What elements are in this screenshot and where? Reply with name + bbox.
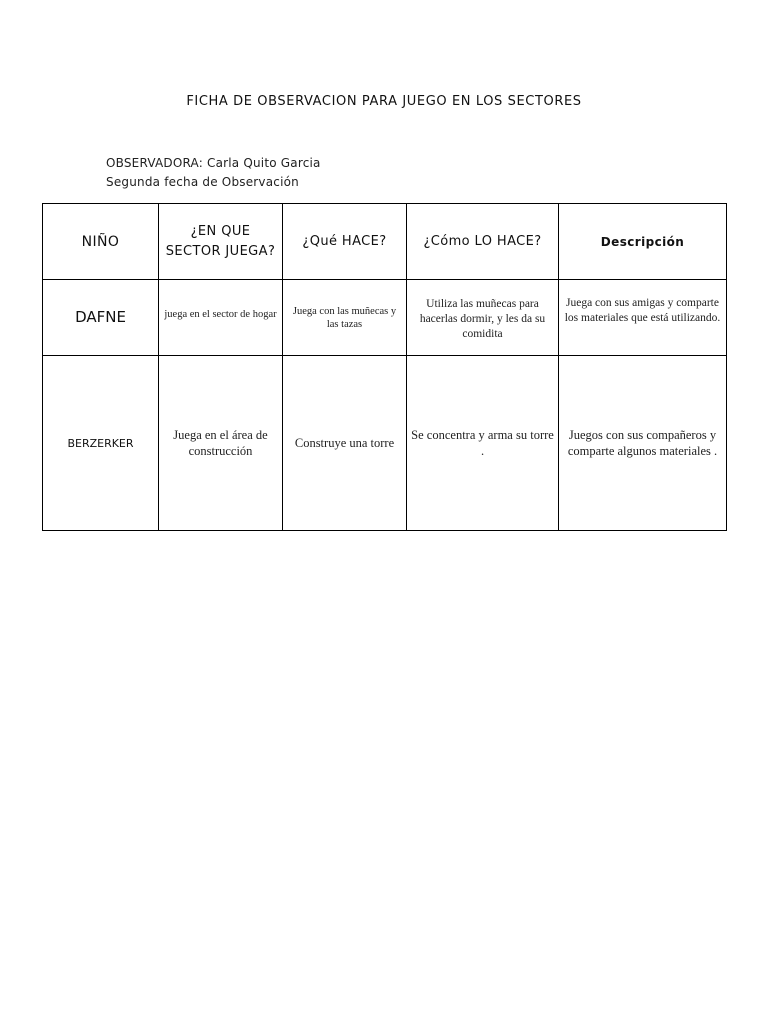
header-que-hace: ¿Qué HACE? [283,204,407,280]
observer-line: OBSERVADORA: Carla Quito Garcia [106,156,321,170]
table-row [43,356,727,531]
table-header-row [43,204,727,280]
cell-sector: Juega en el área de construcción [159,356,283,531]
cell-nino: DAFNE [43,280,159,356]
header-como-lo-hace: ¿Cómo LO HACE? [407,204,559,280]
cell-como: Utiliza las muñecas para hacerlas dormir, y les da su comidita [407,280,559,356]
cell-que-hace: Construye una torre [283,356,407,531]
observation-table [42,203,727,531]
cell-sector: juega en el sector de hogar [159,280,283,356]
table-row [43,280,727,356]
page-title: FICHA DE OBSERVACION PARA JUEGO EN LOS SECTORES [186,94,582,109]
observation-date-line: Segunda fecha de Observación [106,175,299,189]
cell-nino: BERZERKER [43,356,159,531]
cell-descripcion: Juegos con sus compañeros y comparte algunos materiales . [559,356,727,531]
cell-que-hace: Juega con las muñecas y las tazas [283,280,407,356]
header-descripcion: Descripción [559,204,727,280]
header-sector: ¿EN QUE SECTOR JUEGA? [159,204,283,280]
cell-como: Se concentra y arma su torre . [407,356,559,531]
header-nino: NIÑO [43,204,159,280]
cell-descripcion: Juega con sus amigas y comparte los materiales que está utilizando. [559,280,727,356]
